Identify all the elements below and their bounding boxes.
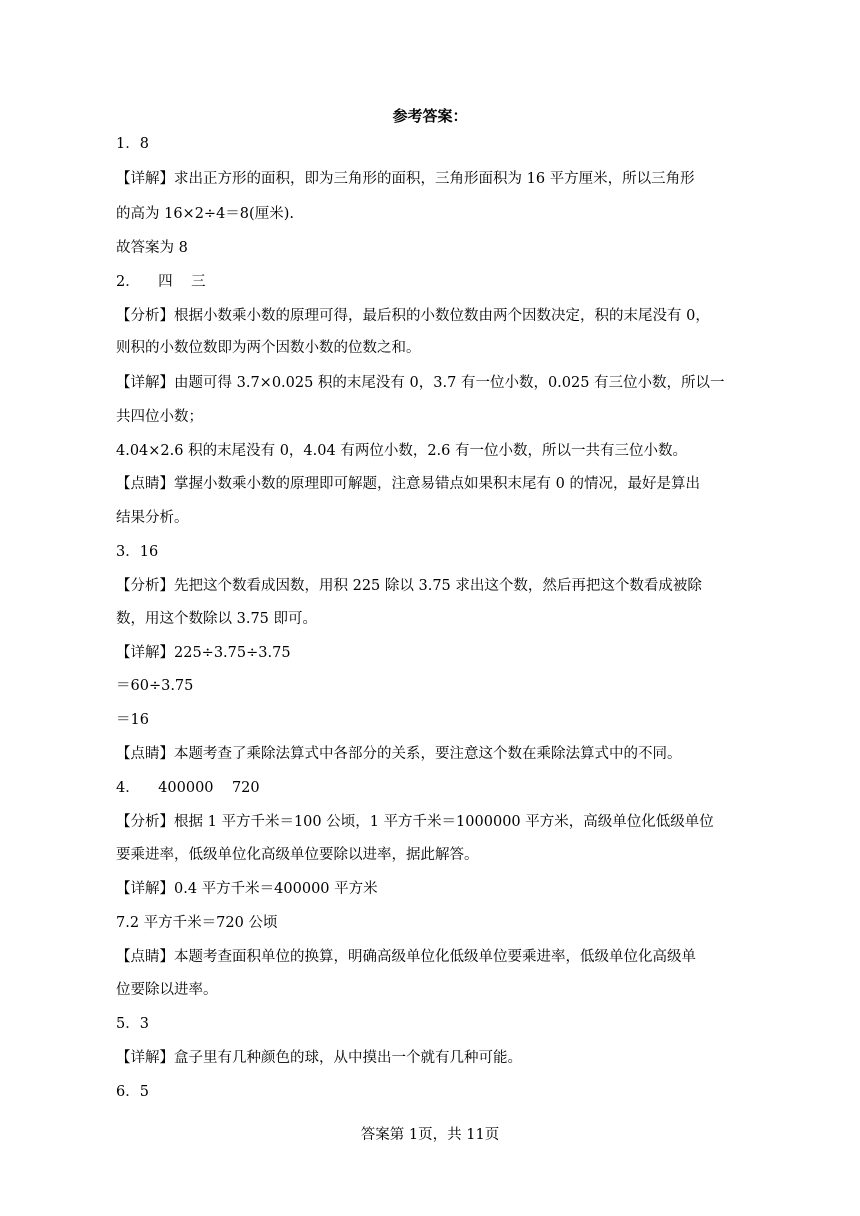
page-footer: 答案第 1页，共 11页 (360, 1127, 500, 1143)
answer-line: 【点睛】掌握小数乘小数的原理即可解题，注意易错点如果积末尾有 0 的情况，最好是算出 (116, 476, 700, 492)
answer-line: 【分析】先把这个数看成因数，用积 225 除以 3.75 求出这个数，然后再把这个数看成被除 (116, 578, 702, 594)
answer-line: ＝60÷3.75 (116, 678, 194, 694)
answer-line: 则积的小数位数即为两个因数小数的位数之和。 (116, 340, 421, 356)
answer-line: ＝16 (116, 712, 149, 728)
answer-line: 【详解】盒子里有几种颜色的球，从中摸出一个就有几种可能。 (116, 1050, 522, 1066)
answer-line: 【详解】0.4 平方千米＝400000 平方米 (116, 881, 378, 897)
answer-line: 3．16 (116, 544, 159, 560)
answer-line: 位要除以进率。 (116, 982, 218, 998)
answer-line: 5．3 (116, 1016, 149, 1032)
answer-line: 4． 400000 720 (116, 780, 260, 796)
page-title: 参考答案： (392, 107, 468, 125)
answer-line: 【详解】由题可得 3.7×0.025 积的末尾没有 0，3.7 有一位小数，0.025 有三位小数，所以一 (116, 375, 725, 391)
answer-line: 7.2 平方千米＝720 公顷 (116, 915, 278, 931)
answer-line: 【详解】225÷3.75÷3.75 (116, 645, 291, 661)
answer-line: 结果分析。 (116, 510, 189, 526)
answer-line: 【点睛】本题考查面积单位的换算，明确高级单位化低级单位要乘进率，低级单位化高级单 (116, 949, 696, 965)
answer-line: 要乘进率，低级单位化高级单位要除以进率，据此解答。 (116, 847, 479, 863)
answer-line: 【分析】根据 1 平方千米＝100 公顷，1 平方千米＝1000000 平方米，高级单位化低级单位 (116, 814, 714, 830)
answer-line: 4.04×2.6 积的末尾没有 0，4.04 有两位小数，2.6 有一位小数，所以一共有三位小数。 (116, 443, 687, 459)
answer-line: 2． 四 三 (116, 274, 206, 290)
answer-line: 【详解】求出正方形的面积，即为三角形的面积，三角形面积为 16 平方厘米，所以三角形 (116, 171, 695, 187)
answer-line: 【点睛】本题考查了乘除法算式中各部分的关系，要注意这个数在乘除法算式中的不同。 (116, 746, 682, 762)
answer-line: 6．5 (116, 1084, 149, 1100)
answer-line: 的高为 16×2÷4＝8(厘米). (116, 206, 294, 222)
answer-line: 数，用这个数除以 3.75 即可。 (116, 611, 318, 627)
answer-line: 共四位小数； (116, 409, 203, 425)
answer-line: 1．8 (116, 136, 149, 152)
answer-line: 故答案为 8 (116, 240, 188, 256)
answer-line: 【分析】根据小数乘小数的原理可得，最后积的小数位数由两个因数决定，积的末尾没有 0， (116, 308, 710, 324)
